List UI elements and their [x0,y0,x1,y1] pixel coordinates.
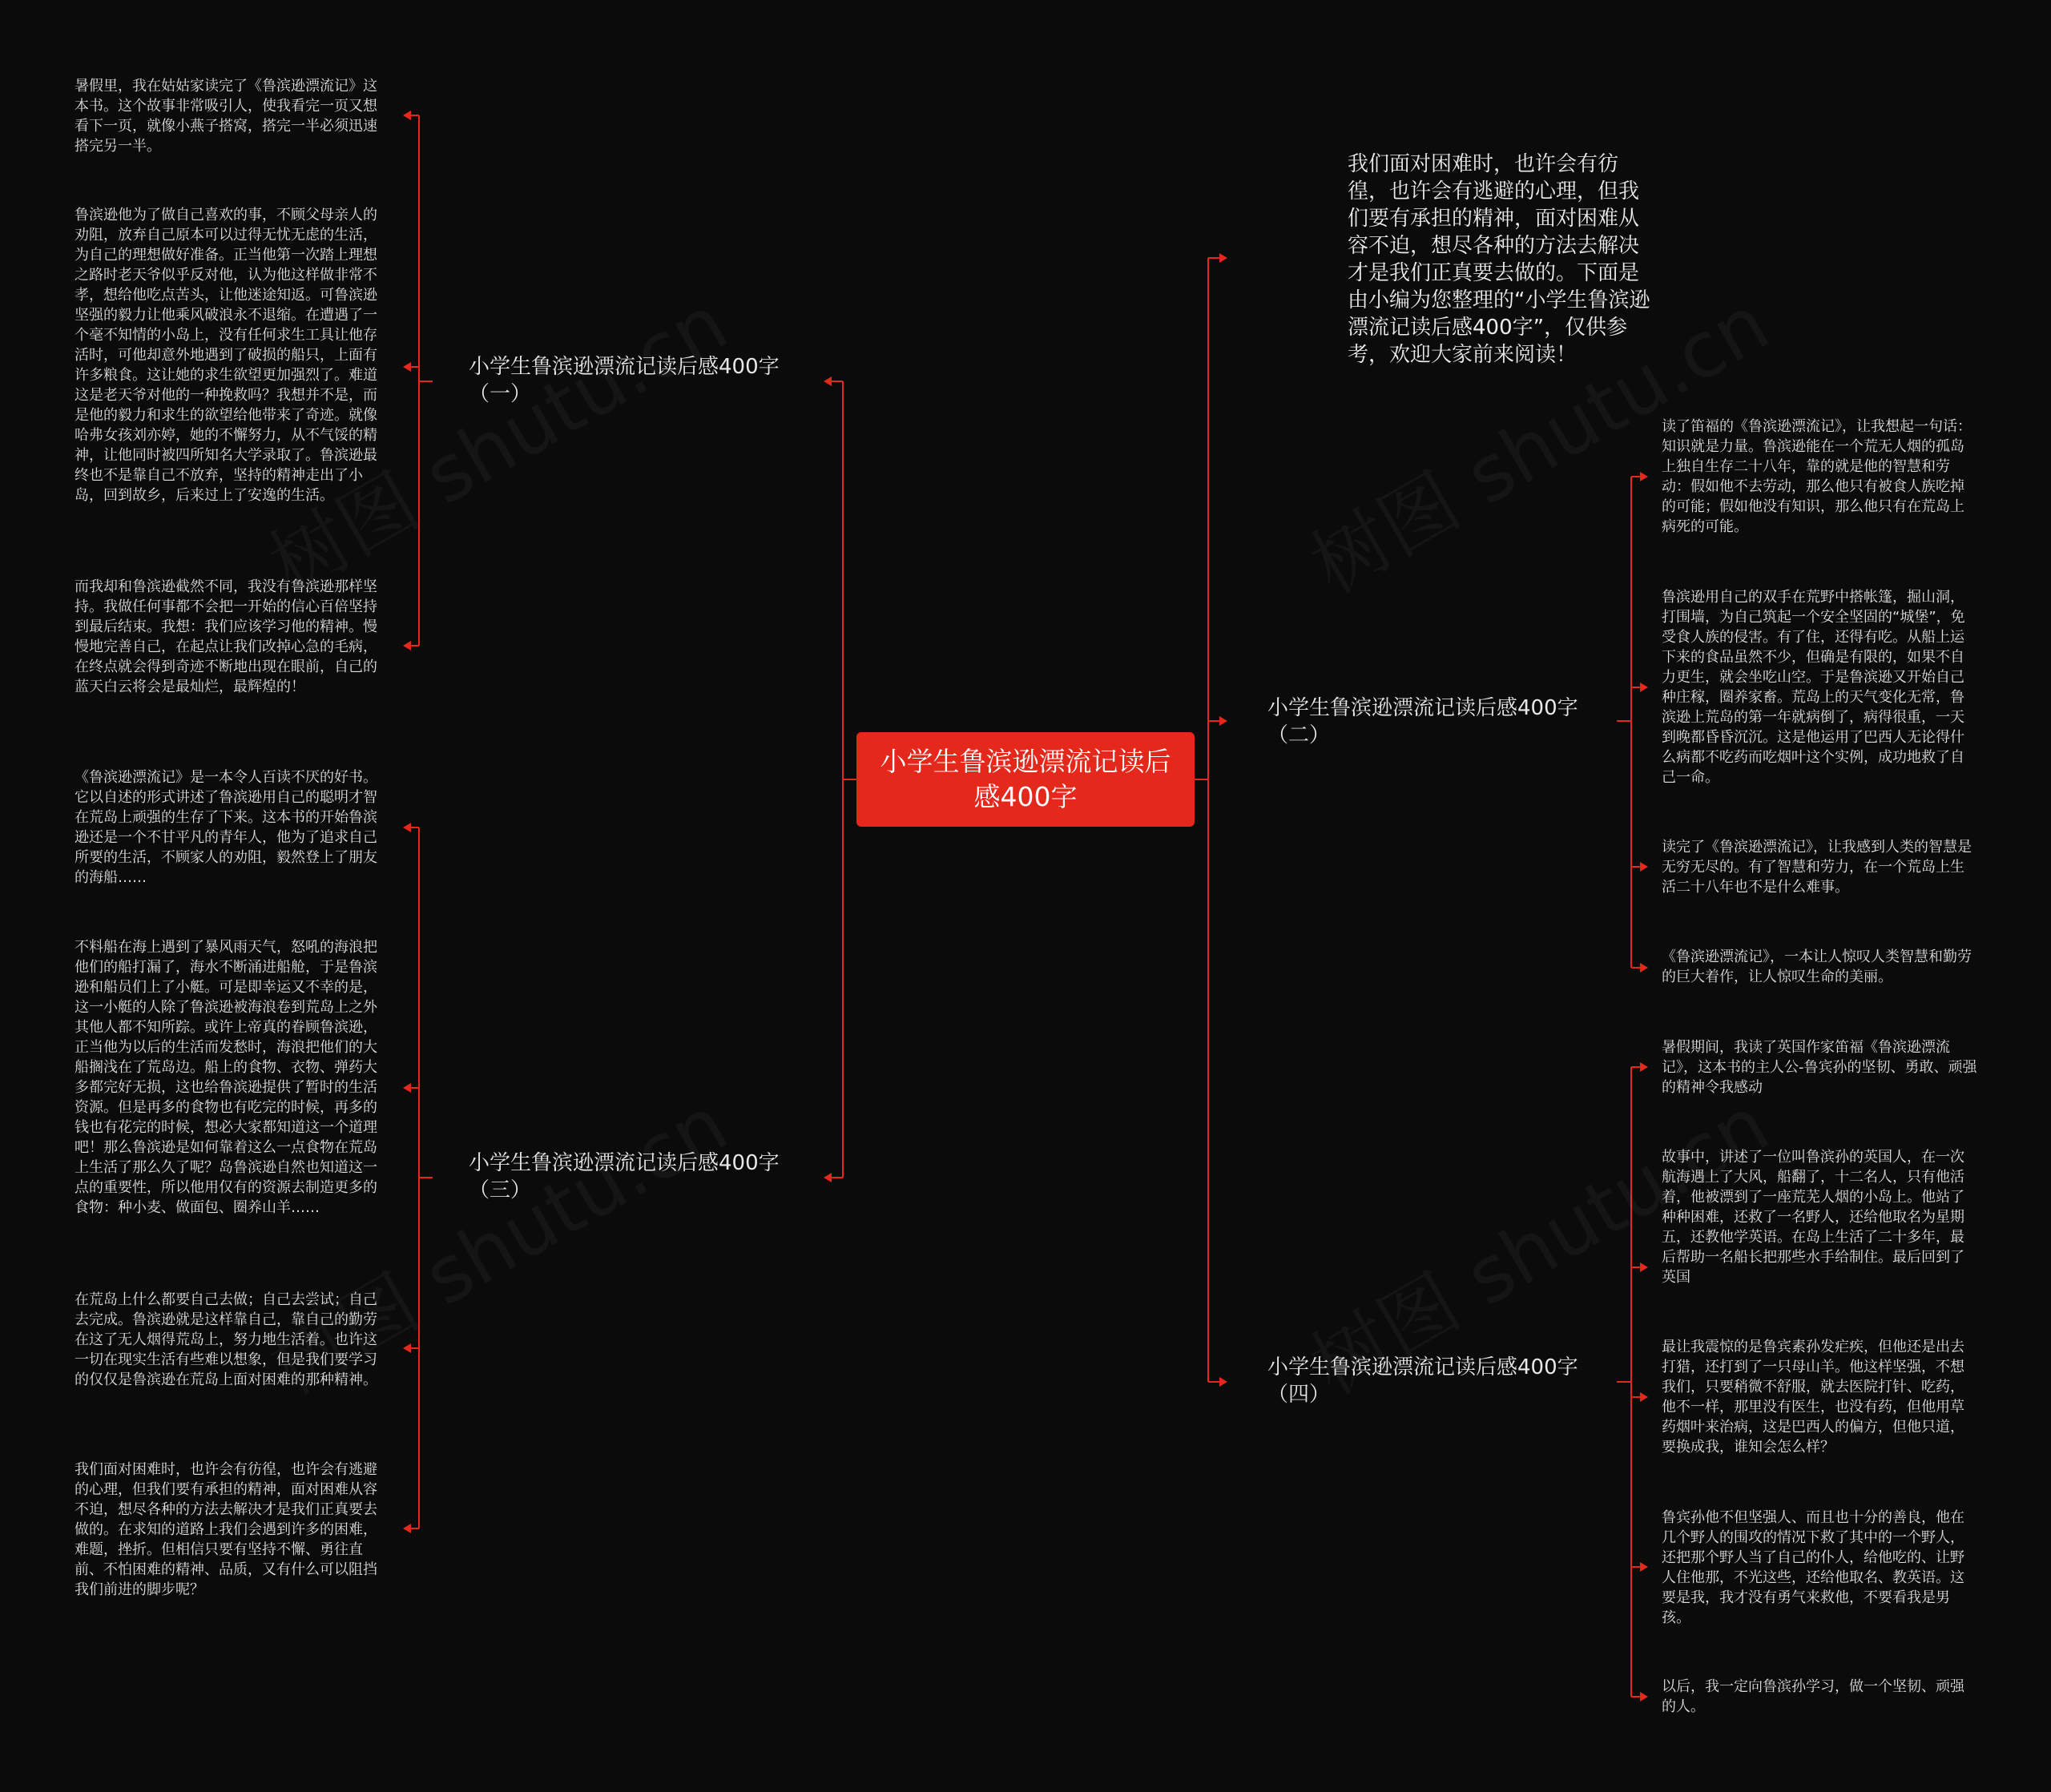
leaf-node: 鲁滨逊用自己的双手在荒野中搭帐篷，掘山洞，打围墙，为自己筑起一个安全坚固的“城堡”，免受食人族的侵害。有了住，还得有吃。从船上运下来的食品虽然不少，但确是有限的，如果不自力更生，就会坐吃山空。于是鲁滨逊又开始自己种庄稼，圈养家畜。荒岛上的天气变化无常，鲁滨逊上荒岛的第一年就病倒了，病得很重，一天到晚都昏昏沉沉。这是他运用了巴西人无论得什么病都不吃药而吃烟叶这个实例，成功地救了自己一命。 [1662,589,1965,786]
leaf-node: 鲁滨逊他为了做自己喜欢的事，不顾父母亲人的劝阻，放弃自己原本可以过得无忧无虑的生活，为自己的理想做好准备。正当他第一次踏上理想之路时老天爷似乎反对他，认为他这样做非常不孝，想给他吃点苦头，让他迷途知返。可鲁滨逊坚强的毅力让他乘风破浪永不退缩。在遭遇了一个毫不知情的小岛上，没有任何求生工具让他存活时，可他却意外地遇到了破损的船只，上面有许多粮食。这让她的求生欲望更加强烈了。难道这是老天爷对他的一种挽救吗？我想并不是，而是他的毅力和求生的欲望给他带来了奇迹。就像哈弗女孩刘亦婷，她的不懈努力，从不气馁的精神，让他同时被四所知名大学录取了。鲁滨逊最终也不是靠自己不放弃，坚持的精神走出了小岛，回到故乡，后来过上了安逸的生活。 [75,207,377,504]
leaf-node: 我们面对困难时，也许会有彷徨，也许会有逃避的心理，但我们要有承担的精神，面对困难从容不迫，想尽各种的方法去解决才是我们正真要去做的。在求知的道路上我们会遇到许多的困难，难题，挫折。但相信只要有坚持不懈、勇往直前、不怕困难的精神、品质，又有什么可以阻挡我们前进的脚步呢？ [75,1461,377,1598]
branch-node-3[interactable]: 小学生鲁滨逊漂流记读后感400字（三） [469,1151,780,1202]
intro-text: 我们面对困难时，也许会有彷徨，也许会有逃避的心理，但我们要有承担的精神，面对困难从容不迫，想尽各种的方法去解决才是我们正真要去做的。下面是由小编为您整理的“小学生鲁滨逊漂流记读后感400字”，仅供参考，欢迎大家前来阅读！ [1348,152,1650,367]
leaf-node: 暑假里，我在姑姑家读完了《鲁滨逊漂流记》这本书。这个故事非常吸引人，使我看完一页又想看下一页，就像小燕子搭窝，搭完一半必须迅速搭完另一半。 [75,78,377,155]
leaf-node: 以后，我一定向鲁滨孙学习，做一个坚韧、顽强的人。 [1662,1678,1964,1715]
leaf-node: 不料船在海上遇到了暴风雨天气，怒吼的海浪把他们的船打漏了，海水不断涌进船舱，于是鲁滨逊和船员们上了小艇。可是即幸运又不幸的是，这一小艇的人除了鲁滨逊被海浪卷到荒岛上之外其他人都不知所踪。或许上帝真的眷顾鲁滨逊，正当他为以后的生活而发愁时，海浪把他们的大船搁浅在了荒岛边。船上的食物、衣物、弹药大多都完好无损，这也给鲁滨逊提供了暂时的生活资源。但是再多的食物也有吃完的时候，再多的钱也有花完的时候，想必大家都知道这一个道理吧！那么鲁滨逊是如何靠着这么一点食物在荒岛上生活了那么久了呢？岛鲁滨逊自然也知道这一点的重要性，所以他用仅有的资源去制造更多的食物：种小麦、做面包、圈养山羊…… [75,939,377,1216]
leaf-node: 而我却和鲁滨逊截然不同，我没有鲁滨逊那样坚持。我做任何事都不会把一开始的信心百倍坚持到最后结束。我想：我们应该学习他的精神。慢慢地完善自己，在起点让我们改掉心急的毛病，在终点就会得到奇迹不断地出现在眼前，自己的蓝天白云将会是最灿烂，最辉煌的！ [75,578,377,695]
leaf-node: 读完了《鲁滨逊漂流记》，让我感到人类的智慧是无穷无尽的。有了智慧和劳力，在一个荒岛上生活二十八年也不是什么难事。 [1662,839,1972,896]
leaf-node: 鲁宾孙他不但坚强人、而且也十分的善良，他在几个野人的围攻的情况下救了其中的一个野人，还把那个野人当了自己的仆人，给他吃的、让野人住他那，不光这些，还给他取名、教英语。这要是我，我才没有勇气来救他，不要看我是男孩。 [1662,1509,1964,1626]
branch-node-1[interactable]: 小学生鲁滨逊漂流记读后感400字（一） [469,355,780,406]
leaf-node: 《鲁滨逊漂流记》，一本让人惊叹人类智慧和勤劳的巨大着作，让人惊叹生命的美丽。 [1662,948,1972,985]
branch-node-2[interactable]: 小学生鲁滨逊漂流记读后感400字（二） [1267,696,1578,747]
root-node[interactable]: 小学生鲁滨逊漂流记读后感400字 [856,732,1195,827]
leaf-node: 读了笛福的《鲁滨逊漂流记》，让我想起一句话：知识就是力量。鲁滨逊能在一个荒无人烟的孤岛上独自生存二十八年，靠的就是他的智慧和劳动：假如他不去劳动，那么他只有被食人族吃掉的可能；假如他没有知识，那么他只有在荒岛上病死的可能。 [1662,418,1972,535]
leaf-node: 《鲁滨逊漂流记》是一本令人百读不厌的好书。它以自述的形式讲述了鲁滨逊用自己的聪明才智在荒岛上顽强的生存了下来。这本书的开始鲁滨逊还是一个不甘平凡的青年人，他为了追求自己所要的生活，不顾家人的劝阻，毅然登上了朋友的海船…… [75,769,377,886]
leaf-node: 故事中，讲述了一位叫鲁滨孙的英国人，在一次航海遇上了大风，船翻了，十二名人，只有他活着，他被漂到了一座荒芜人烟的小岛上。他站了种种困难，还救了一名野人，还给他取名为星期五，还教他学英语。在岛上生活了二十多年，最后帮助一名船长把那些水手给制住。最后回到了英国 [1662,1149,1964,1286]
leaf-node: 暑假期间，我读了英国作家笛福《鲁滨逊漂流记》，这本书的主人公-鲁宾孙的坚韧、勇敢、顽强的精神令我感动 [1662,1039,1977,1096]
branch-node-4[interactable]: 小学生鲁滨逊漂流记读后感400字（四） [1267,1355,1578,1407]
leaf-node: 在荒岛上什么都要自己去做；自己去尝试；自己去完成。鲁滨逊就是这样靠自己，靠自己的勤劳在这了无人烟得荒岛上，努力地生活着。也许这一切在现实生活有些难以想象，但是我们要学习的仅仅是鲁滨逊在荒岛上面对困难的那种精神。 [75,1291,377,1388]
leaf-node: 最让我震惊的是鲁宾素孙发疟疾，但他还是出去打猎，还打到了一只母山羊。他这样坚强，不想我们，只要稍微不舒服，就去医院打针、吃药，他不一样，那里没有医生，也没有药，但他用草药烟叶来治病，这是巴西人的偏方，但他只道，要换成我，谁知会怎么样？ [1662,1339,1964,1456]
